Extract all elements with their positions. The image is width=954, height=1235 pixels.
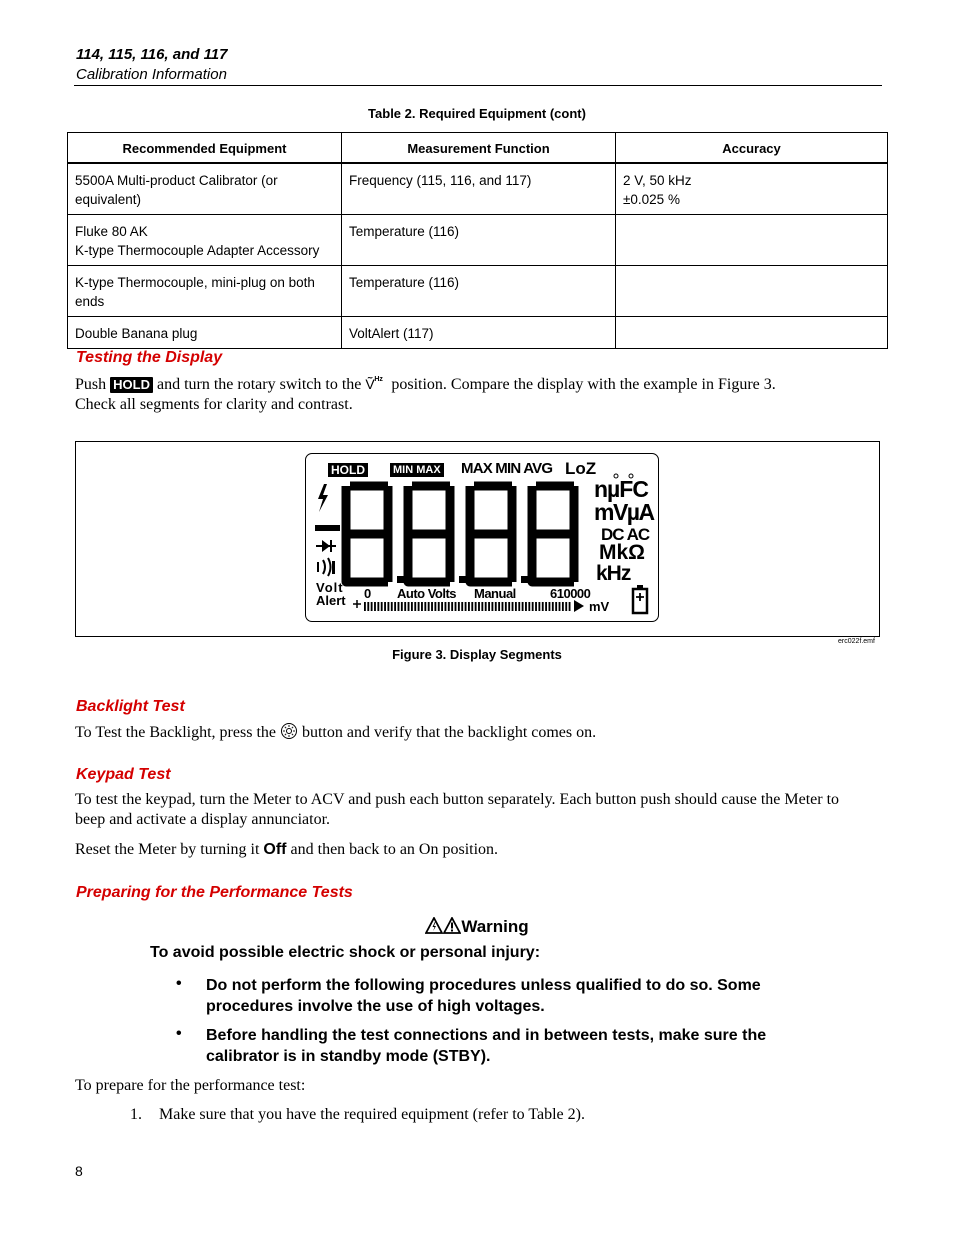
lcd-loz: LoZ xyxy=(565,459,597,478)
lcd-decimal-point xyxy=(397,576,404,583)
lcd-bargraph-segment xyxy=(542,602,544,611)
lcd-manual: Manual xyxy=(474,586,516,601)
figure-display-segments xyxy=(75,441,880,637)
lcd-units-row2: mVµA xyxy=(594,499,654,525)
function-cell: Temperature (116) xyxy=(342,215,616,266)
lcd-bargraph-segment xyxy=(565,602,567,611)
lcd-bargraph xyxy=(364,602,571,611)
lcd-bargraph-segment xyxy=(401,602,403,611)
lcd-bargraph-segment xyxy=(434,602,436,611)
lcd-decimal-point xyxy=(521,576,528,583)
lcd-bargraph-segment xyxy=(438,602,440,611)
header-section: Calibration Information xyxy=(76,66,227,83)
lcd-bargraph-segment xyxy=(374,602,376,611)
lcd-bargraph-segment xyxy=(404,602,406,611)
accuracy-cell: 2 V, 50 kHz ±0.025 % xyxy=(616,163,888,215)
page-number: 8 xyxy=(75,1163,83,1179)
lcd-bargraph-segment xyxy=(445,602,447,611)
lcd-volt: Volt xyxy=(316,580,344,595)
step-text: Make sure that you have the required equipment (refer to Table 2). xyxy=(159,1106,585,1123)
section-heading-testing-display: Testing the Display xyxy=(76,349,223,366)
accuracy-cell xyxy=(616,215,888,266)
lcd-bargraph-segment xyxy=(387,602,389,611)
lcd-scale-610000: 610000 xyxy=(550,586,591,601)
lcd-digit-8 xyxy=(408,486,450,582)
lcd-bargraph-segment xyxy=(508,602,510,611)
warning-bullet: Do not perform the following procedures unless qualified to do so. Some procedures involve the use of high voltages. xyxy=(206,977,761,1015)
lcd-khz: kHz xyxy=(596,562,631,585)
warning-subtitle: To avoid possible electric shock or personal injury: xyxy=(150,944,541,961)
lcd-bargraph-segment xyxy=(545,602,547,611)
lcd-segments-graphic xyxy=(306,454,658,621)
lcd-bargraph-segment xyxy=(377,602,379,611)
paragraph-testing-display: Push HOLD and turn the rotary switch to the Ṽ Hz position. Compare the display with the example in Figure 3. Check all segments for clarity and contrast. xyxy=(75,376,776,413)
table-header-row xyxy=(68,133,888,164)
hold-key-icon: HOLD xyxy=(110,377,153,393)
lcd-digit-8 xyxy=(346,486,388,582)
lcd-bargraph-segment xyxy=(465,602,467,611)
lcd-bargraph-segment xyxy=(562,602,564,611)
lcd-decimal-point xyxy=(459,576,466,583)
header-rule xyxy=(74,85,882,86)
bullet-icon: • xyxy=(176,975,182,992)
lcd-bargraph-segment xyxy=(538,602,540,611)
function-cell: Temperature (116) xyxy=(342,266,616,317)
section-heading-preparing: Preparing for the Performance Tests xyxy=(76,884,353,901)
warning-title: Warning xyxy=(0,917,954,937)
lcd-bargraph-segment xyxy=(394,602,396,611)
lcd-bargraph-segment xyxy=(455,602,457,611)
lcd-mv: mV xyxy=(589,599,610,614)
header-models: 114, 115, 116, and 117 xyxy=(76,46,228,63)
lcd-bargraph-segment xyxy=(428,602,430,611)
lcd-bargraph-segment xyxy=(468,602,470,611)
lcd-bargraph-segment xyxy=(518,602,520,611)
table-row xyxy=(68,266,888,317)
function-cell: Frequency (115, 116, and 117) xyxy=(342,163,616,215)
bullet-icon: • xyxy=(176,1025,182,1042)
section-heading-keypad: Keypad Test xyxy=(76,766,171,783)
lcd-bargraph-segment xyxy=(458,602,460,611)
lcd-bargraph-segment xyxy=(408,602,410,611)
paragraph-prepare-intro: To prepare for the performance test: xyxy=(75,1077,306,1094)
lcd-bargraph-segment xyxy=(364,602,366,611)
section-heading-backlight: Backlight Test xyxy=(76,698,185,715)
lcd-bargraph-segment xyxy=(367,602,369,611)
lcd-bargraph-segment xyxy=(488,602,490,611)
lcd-bargraph-segment xyxy=(532,602,534,611)
lcd-bargraph-arrow-icon xyxy=(574,600,584,612)
equipment-cell: K-type Thermocouple, mini-plug on both ends xyxy=(68,266,342,317)
lcd-bargraph-segment xyxy=(471,602,473,611)
lcd-bargraph-zero: 0 xyxy=(364,586,372,601)
paragraph-keypad: To test the keypad, turn the Meter to ACV and push each button separately. Each button push should cause the Meter to beep and activate a display annunciator. xyxy=(75,791,840,828)
paragraph-backlight: To Test the Backlight, press the button and verify that the backlight comes on. xyxy=(75,724,597,741)
equipment-cell: Double Banana plug xyxy=(68,317,342,349)
lcd-digit-8 xyxy=(532,486,574,582)
lcd-hold-annunciator: HOLD xyxy=(328,463,368,477)
lcd-bargraph-segment xyxy=(491,602,493,611)
lcd-bargraph-segment xyxy=(528,602,530,611)
lcd-diode-icon xyxy=(316,540,336,552)
lcd-auto-volts: Auto Volts xyxy=(397,586,457,601)
lcd-degree-dot xyxy=(629,474,633,478)
lcd-polarity-icon xyxy=(353,600,361,608)
figure-file-id: erc022f.emf xyxy=(838,638,875,645)
lcd-bargraph-segment xyxy=(448,602,450,611)
lcd-bargraph-segment xyxy=(478,602,480,611)
lcd-bargraph-segment xyxy=(502,602,504,611)
accuracy-cell xyxy=(616,266,888,317)
lcd-minmax-annunciator: MIN MAX xyxy=(390,463,444,477)
lcd-lightning-icon xyxy=(318,484,328,512)
off-label: Off xyxy=(263,841,287,858)
column-header: Accuracy xyxy=(616,133,888,164)
equipment-cell: Fluke 80 AK K-type Thermocouple Adapter Accessory xyxy=(68,215,342,266)
lcd-bargraph-segment xyxy=(498,602,500,611)
lcd-degree-dot xyxy=(614,474,618,478)
lcd-bargraph-segment xyxy=(421,602,423,611)
lcd-bargraph-segment xyxy=(431,602,433,611)
lcd-alert: Alert xyxy=(316,593,346,608)
accuracy-cell xyxy=(616,317,888,349)
lcd-bargraph-segment xyxy=(549,602,551,611)
figure-caption: Figure 3. Display Segments xyxy=(392,647,562,662)
equipment-cell: 5500A Multi-product Calibrator (or equivalent) xyxy=(68,163,342,215)
lcd-bargraph-segment xyxy=(495,602,497,611)
lcd-bargraph-segment xyxy=(398,602,400,611)
lcd-bargraph-segment xyxy=(384,602,386,611)
lcd-max-min-avg: MAX MIN AVG xyxy=(461,460,553,477)
table-row xyxy=(68,215,888,266)
lcd-minus-segment xyxy=(315,525,340,531)
lcd-bargraph-segment xyxy=(552,602,554,611)
backlight-button-icon xyxy=(280,722,298,740)
ac-volts-hz-switch-icon: Ṽ Hz xyxy=(365,376,383,392)
lcd-bargraph-segment xyxy=(569,602,571,611)
lcd-bargraph-segment xyxy=(461,602,463,611)
lcd-bargraph-segment xyxy=(481,602,483,611)
lcd-bargraph-segment xyxy=(451,602,453,611)
equipment-table xyxy=(67,132,888,349)
lcd-bargraph-segment xyxy=(522,602,524,611)
lcd-bargraph-segment xyxy=(512,602,514,611)
caution-triangle-icon xyxy=(443,917,461,934)
lcd-dcac: DC AC xyxy=(601,525,650,544)
paragraph-reset: Reset the Meter by turning it Off and then back to an On position. xyxy=(75,841,499,858)
lcd-bargraph-segment xyxy=(525,602,527,611)
function-cell: VoltAlert (117) xyxy=(342,317,616,349)
lcd-mkohm: MkΩ xyxy=(599,541,646,564)
warning-bullet: Before handling the test connections and in between tests, make sure the calibrator is in standby mode (STBY). xyxy=(206,1027,767,1065)
lcd-bargraph-segment xyxy=(559,602,561,611)
column-header: Measurement Function xyxy=(342,133,616,164)
table-caption: Table 2. Required Equipment (cont) xyxy=(368,106,586,121)
lcd-bargraph-segment xyxy=(391,602,393,611)
warning-triangle-icon xyxy=(425,917,443,934)
lcd-bargraph-segment xyxy=(535,602,537,611)
lcd-bargraph-segment xyxy=(441,602,443,611)
lcd-bargraph-segment xyxy=(505,602,507,611)
column-header: Recommended Equipment xyxy=(68,133,342,164)
lcd-bargraph-segment xyxy=(371,602,373,611)
lcd-bargraph-segment xyxy=(515,602,517,611)
lcd-continuity-icon xyxy=(318,558,331,576)
lcd-bargraph-segment xyxy=(411,602,413,611)
lcd-bargraph-segment xyxy=(475,602,477,611)
lcd-bargraph-segment xyxy=(414,602,416,611)
lcd-bargraph-segment xyxy=(555,602,557,611)
lcd-battery-icon xyxy=(633,585,647,613)
lcd-bargraph-segment xyxy=(418,602,420,611)
lcd-digit-8 xyxy=(470,486,512,582)
lcd-units-row1: nµFC xyxy=(594,476,648,502)
lcd-bargraph-segment xyxy=(424,602,426,611)
table-row xyxy=(68,163,888,215)
lcd-bargraph-segment xyxy=(381,602,383,611)
step-number: 1. xyxy=(130,1106,142,1123)
table-row xyxy=(68,317,888,349)
lcd-bargraph-segment xyxy=(485,602,487,611)
lcd-display xyxy=(305,453,659,622)
